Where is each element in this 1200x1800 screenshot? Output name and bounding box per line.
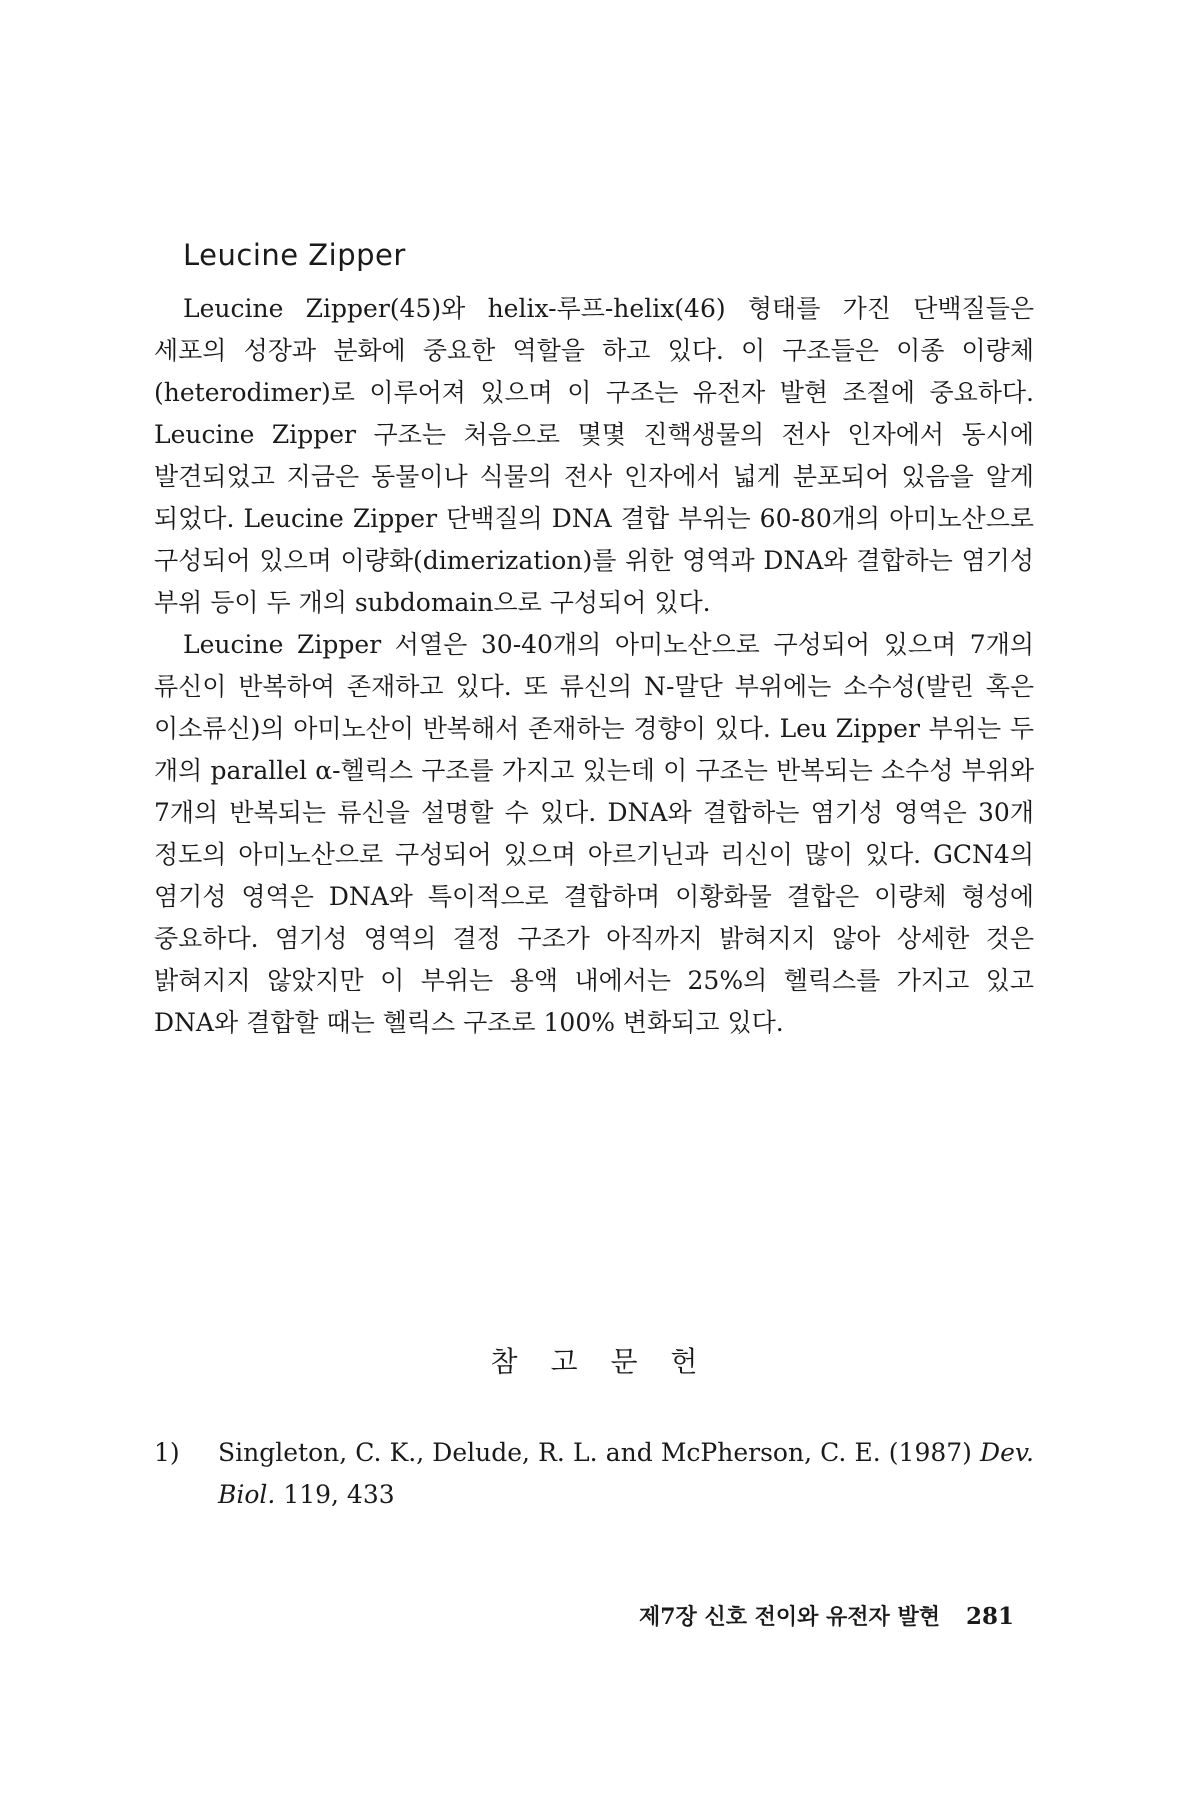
reference-number: 1) (154, 1438, 180, 1467)
reference-list (154, 1432, 1034, 1516)
page-number: 281 (965, 1603, 1014, 1630)
reference-item (154, 1432, 1034, 1516)
references-heading: 참 고 문 헌 (490, 1345, 710, 1378)
section-heading: Leucine Zipper (183, 238, 406, 272)
reference-citation: 119, 433 (275, 1480, 395, 1509)
paragraph-2: Leucine Zipper 서열은 30-40개의 아미노산으로 구성되어 있으며 7개의 류신이 반복하여 존재하고 있다. 또 류신의 N-말단 부위에는 소수성(발린 혹은 이소류신)의 아미노산이 반복해서 존재하는 경향이 있다. Leu Zipper 부위는 두 개의 parallel α-헬릭스 구조를 가지고 있는데 이 구조는 반복되는 소수성 부위와 7개의 반복되는 류신을 설명할 수 있다. DNA와 결합하는 염기성 영역은 30개 정도의 아미노산으로 구성되어 있으며 아르기닌과 리신이 많이 있다. GCN4의 염기성 영역은 DNA와 특이적으로 결합하며 이황화물 결합은 이량체 형성에 중요하다. 염기성 영역의 결정 구조가 아직까지 밝혀지지 않아 상세한 것은 밝혀지지 않았지만 이 부위는 용액 내에서는 25%의 헬릭스를 가지고 있고 DNA와 결합할 때는 헬릭스 구조로 100% 변화되고 있다. (154, 630, 1034, 1037)
reference-body (218, 1432, 1034, 1516)
reference-journal: Dev. Biol. (218, 1438, 1034, 1509)
reference-authors: Singleton, C. K., Delude, R. L. and McPherson, C. E. (1987) (218, 1438, 981, 1467)
body-text (154, 288, 1034, 1044)
page-footer (639, 1600, 1014, 1631)
paragraph-1: Leucine Zipper(45)와 helix-루프-helix(46) 형태를 가진 단백질들은 세포의 성장과 분화에 중요한 역할을 하고 있다. 이 구조들은 이종 이량체(heterodimer)로 이루어져 있으며 이 구조는 유전자 발현 조절에 중요하다. Leucine Zipper 구조는 처음으로 몇몇 진핵생물의 전사 인자에서 동시에 발견되었고 지금은 동물이나 식물의 전사 인자에서 넓게 분포되어 있음을 알게 되었다. Leucine Zipper 단백질의 DNA 결합 부위는 60-80개의 아미노산으로 구성되어 있으며 이량화(dimerization)를 위한 영역과 DNA와 결합하는 염기성 부위 등이 두 개의 subdomain으로 구성되어 있다. (154, 294, 1034, 617)
running-footer-chapter: 제7장 신호 전이와 유전자 발현 (639, 1604, 940, 1630)
